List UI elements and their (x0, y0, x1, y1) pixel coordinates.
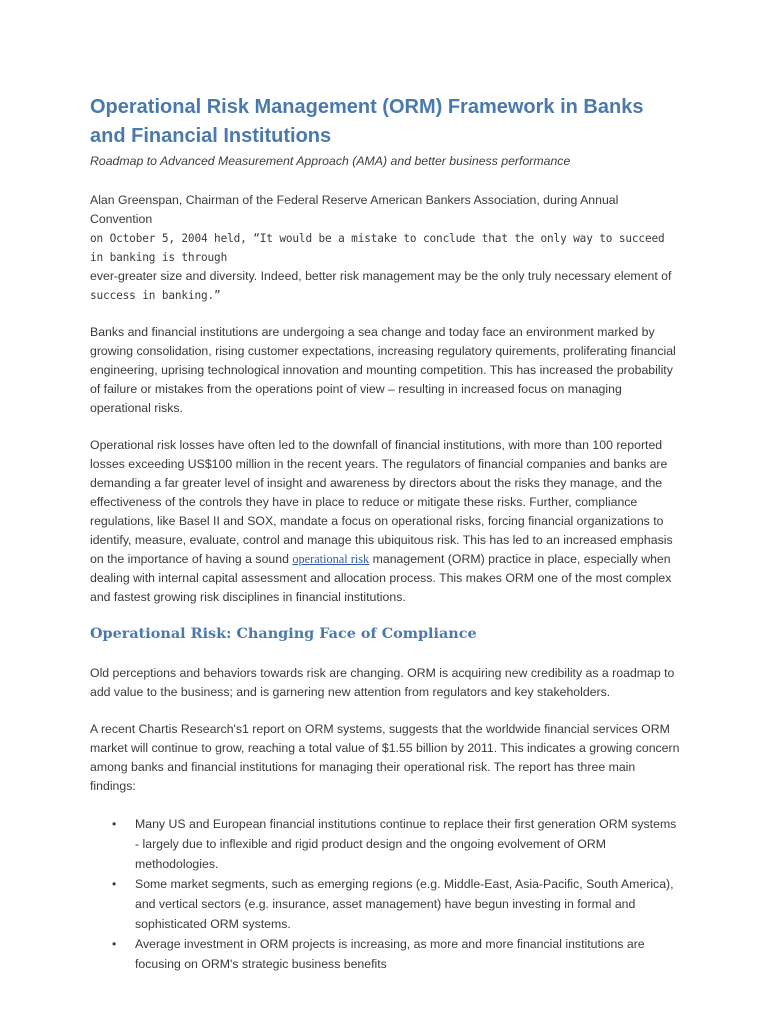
operational-risk-link[interactable]: operational risk (292, 552, 370, 566)
document-page (90, 93, 682, 974)
quote-mono-line: on October 5, 2004 held, “It would be a mistake to conclude that the only way to succeed in banking is through (90, 232, 665, 264)
bullet-icon: • (112, 937, 117, 951)
paragraph-losses (90, 436, 682, 607)
paragraph-chartis: A recent Chartis Research's1 report on ORM systems, suggests that the worldwide financial services ORM market will continue to grow, reaching a total value of $1.55 billion by 2011. This indicates a growing concern among banks and financial institutions for managing their operational risk. The report has three main findings: (90, 722, 680, 793)
finding-text: Many US and European financial institutions continue to replace their first generation ORM systems - largely due to inflexible and rigid product design and the ongoing evolvement of ORM methodologies. (135, 817, 677, 871)
list-item (90, 814, 682, 874)
section-heading: Operational Risk: Changing Face of Compliance (90, 625, 477, 642)
list-item (90, 934, 682, 974)
paragraph-perceptions: Old perceptions and behaviors towards risk are changing. ORM is acquiring new credibility as a roadmap to add value to the business; and is garnering new attention from regulators and key stakeholders. (90, 666, 675, 699)
bullet-icon: • (112, 817, 117, 831)
findings-list (90, 814, 682, 974)
paragraph-losses-text-1: Operational risk losses have often led to the downfall of financial institutions, with more than 100 reported losses exceeding US$100 million in the recent years. The regulators of financial companies and banks are demanding a far greater level of insight and awareness by directors about the risks they manage, and the effectiveness of the controls they have in place to reduce or mitigate these risks. Further, compliance regulations, like Basel II and SOX, mandate a focus on operational risks, forcing financial organizations to identify, measure, evaluate, control and manage this ubiquitous risk. This has led to an increased emphasis on the importance of having a sound (90, 438, 673, 566)
document-subtitle: Roadmap to Advanced Measurement Approach (AMA) and better business performance (90, 154, 571, 168)
paragraph-losses-text-2: management (ORM) practice in place, especially when dealing with internal capital assessment and allocation process. This makes ORM one of the most complex and fastest growing risk disciplines in financial institutions. (90, 552, 672, 604)
quote-middle: ever-greater size and diversity. Indeed, better risk management may be the only truly necessary element of (90, 269, 672, 283)
list-item (90, 874, 682, 934)
quote-mono-end: success in banking.” (90, 289, 221, 302)
quote-intro: Alan Greenspan, Chairman of the Federal Reserve American Bankers Association, during Annual Convention (90, 193, 619, 226)
bullet-icon: • (112, 877, 117, 891)
paragraph-sea-change: Banks and financial institutions are undergoing a sea change and today face an environment marked by growing consolidation, rising customer expectations, increasing regulatory quirements, proliferating financial engineering, uprising technological innovation and mounting competition. This has increased the probability of failure or mistakes from the operations point of view – resulting in increased focus on managing operational risks. (90, 325, 676, 415)
finding-text: Some market segments, such as emerging regions (e.g. Middle-East, Asia-Pacific, South America), and vertical sectors (e.g. insurance, asset management) have begun investing in formal and sophisticated ORM systems. (135, 877, 674, 931)
finding-text: Average investment in ORM projects is increasing, as more and more financial institutions are focusing on ORM's strategic business benefits (135, 937, 645, 971)
document-title: Operational Risk Management (ORM) Framework in Banks and Financial Institutions (90, 96, 644, 147)
quote-paragraph (90, 191, 682, 305)
